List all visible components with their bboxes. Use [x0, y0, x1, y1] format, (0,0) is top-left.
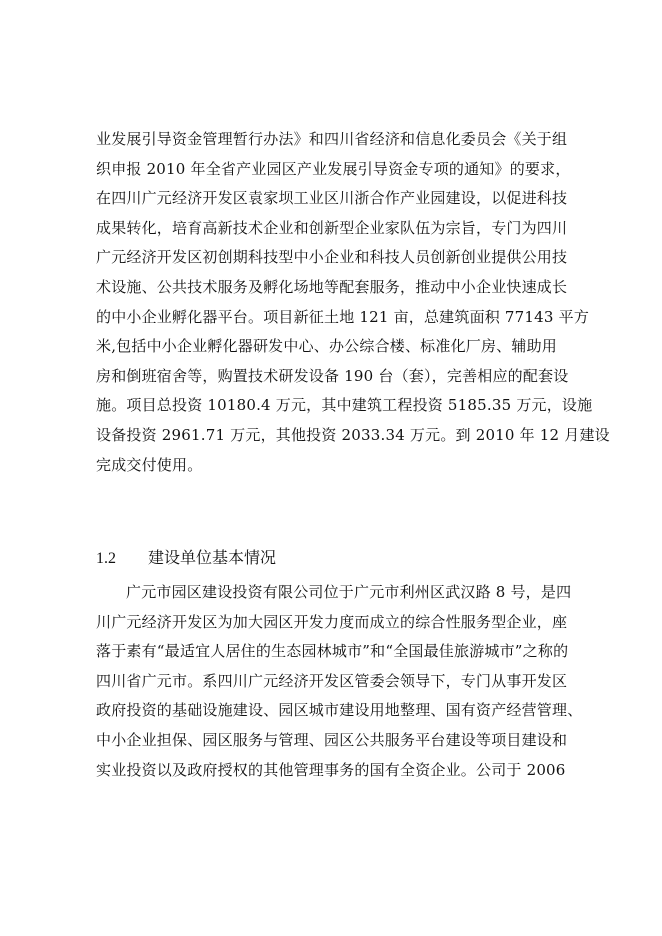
text-line: 广元市园区建设投资有限公司位于广元市利州区武汉路 8 号，是四 [126, 583, 572, 601]
text-line: 房和倒班宿舍等，购置技术研发设备 190 台（套），完善相应的配套设 [96, 366, 569, 385]
section-heading [96, 545, 276, 572]
text-line: 广元经济开发区初创期科技型中小企业和科技人员创新创业提供公用技 [96, 248, 568, 267]
paragraph-company-info [96, 578, 583, 785]
text-line: 业发展引导资金管理暂行办法》和四川省经济和信息化委员会《关于组 [96, 130, 568, 148]
text-line: 术设施、公共技术服务及孵化场地等配套服务，推动中小企业快速成长 [96, 277, 568, 296]
text-line: 落于素有“最适宜人居住的生态园林城市”和“全国最佳旅游城市”之称的 [96, 642, 569, 661]
text-line: 施。项目总投资 10180.4 万元，其中建筑工程投资 5185.35 万元，设施 [96, 396, 593, 415]
text-line: 在四川广元经济开发区袁家坝工业区川浙合作产业园建设，以促进科技 [96, 189, 568, 208]
text-line: 米,包括中小企业孵化器研发中心、办公综合楼、标准化厂房、辅助用 [96, 337, 557, 356]
text-line: 成果转化，培育高新技术企业和创新型企业家队伍为宗旨，专门为四川 [96, 218, 568, 237]
text-line: 政府投资的基础设施建设、园区城市建设用地整理、国有资产经营管理、 [96, 701, 583, 720]
text-line: 的中小企业孵化器平台。项目新征土地 121 亩，总建筑面积 77143 平方 [96, 307, 590, 326]
text-line: 川广元经济开发区为加大园区开发力度而成立的综合性服务型企业，座 [96, 612, 568, 631]
text-line: 四川省广元市。系四川广元经济开发区管委会领导下，专门从事开发区 [96, 671, 568, 690]
text-line: 实业投资以及政府授权的其他管理事务的国有全资企业。公司于 2006 [96, 760, 566, 779]
text-line: 完成交付使用。 [96, 455, 203, 474]
paragraph-project-overview [96, 125, 610, 480]
text-line: 设备投资 2961.71 万元，其他投资 2033.34 万元。到 2010 年 12 月建设 [96, 425, 610, 444]
text-line: 织申报 2010 年全省产业园区产业发展引导资金专项的通知》的要求， [96, 159, 571, 178]
section-title: 建设单位基本情况 [148, 548, 277, 567]
section-number: 1.2 [96, 550, 116, 567]
text-line: 中小企业担保、园区服务与管理、园区公共服务平台建设等项目建设和 [96, 730, 568, 749]
